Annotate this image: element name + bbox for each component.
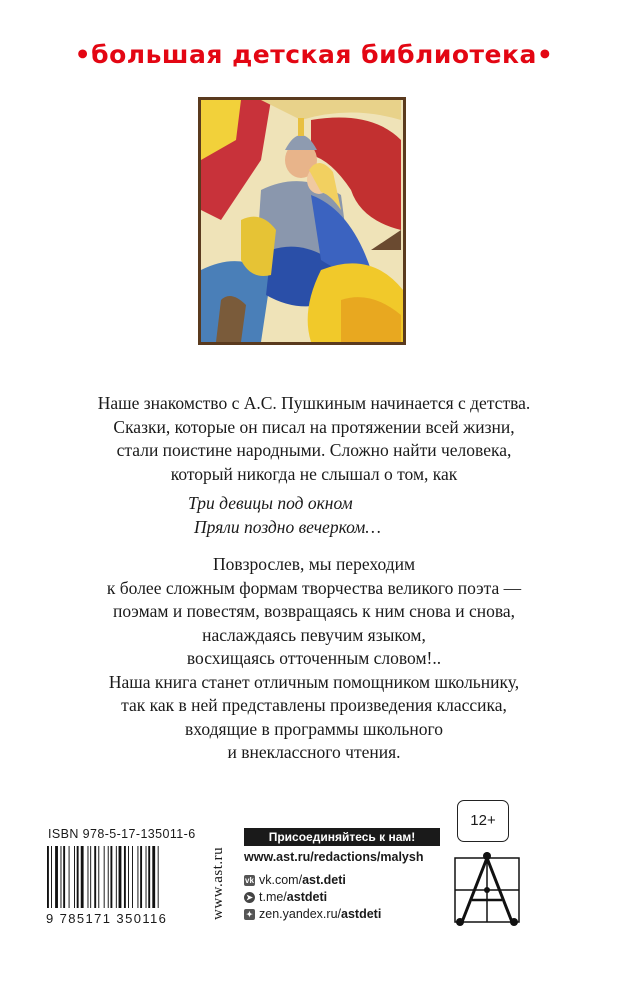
age-rating-badge: 12+ — [457, 800, 509, 842]
social-handle: astdeti — [341, 907, 382, 921]
text-line: Сказки, которые он писал на протяжении всей жизни, — [113, 416, 515, 437]
social-link-zen[interactable] — [244, 906, 381, 923]
social-link-telegram[interactable] — [244, 889, 381, 906]
website-vertical: www.ast.ru — [210, 846, 226, 920]
social-handle: astdeti — [286, 890, 328, 904]
verse-quote — [188, 492, 381, 539]
text-line: Повзрослев, мы переходим — [212, 554, 416, 574]
isbn: ISBN 978-5-17-135011-6 — [48, 827, 196, 841]
social-link-vk[interactable] — [244, 872, 381, 889]
verse-line: Пряли поздно вечерком… — [194, 516, 381, 537]
description-paragraph — [40, 553, 588, 765]
knight-and-princess-illustration — [198, 97, 406, 345]
site-url[interactable]: www.ast.ru/redactions/malysh — [244, 850, 424, 864]
social-prefix: zen.yandex.ru/ — [259, 907, 341, 921]
series-title: •большая детская библиотека• — [74, 40, 554, 69]
text-line: наслаждаясь певучим языком, — [202, 624, 426, 645]
verse-line: Три девицы под окном — [188, 493, 353, 513]
join-us-banner: Присоединяйтесь к нам! — [244, 828, 440, 846]
vk-icon: vk — [245, 876, 254, 885]
social-links — [244, 872, 381, 923]
barcode-digits: 9 785171 350116 — [46, 911, 168, 926]
telegram-icon: ➤ — [244, 892, 255, 903]
social-prefix: t.me/ — [259, 890, 287, 904]
zen-icon: ✦ — [244, 909, 255, 920]
text-line: поэмам и повестям, возвращаясь к ним снова и снова, — [112, 601, 516, 621]
text-line: Наше знакомство с А.С. Пушкиным начинается с детства. — [97, 393, 531, 413]
ast-logo-icon — [452, 848, 522, 926]
text-line: и внеклассного чтения. — [227, 742, 401, 762]
barcode — [47, 846, 187, 908]
text-line: к более сложным формам творчества великого поэта — — [106, 577, 522, 598]
text-line: так как в ней представлены произведения классика, — [121, 695, 507, 715]
text-line: восхищаясь отточенным словом!.. — [186, 648, 442, 668]
social-prefix: vk.com/ — [259, 873, 303, 887]
text-line: входящие в программы школьного — [185, 718, 443, 739]
text-line: Наша книга станет отличным помощником школьнику, — [108, 671, 520, 692]
text-line: который никогда не слышал о том, как — [170, 463, 458, 484]
intro-paragraph — [40, 392, 588, 486]
text-line: стали поистине народными. Сложно найти человека, — [116, 440, 512, 460]
social-handle: ast.deti — [302, 873, 346, 887]
